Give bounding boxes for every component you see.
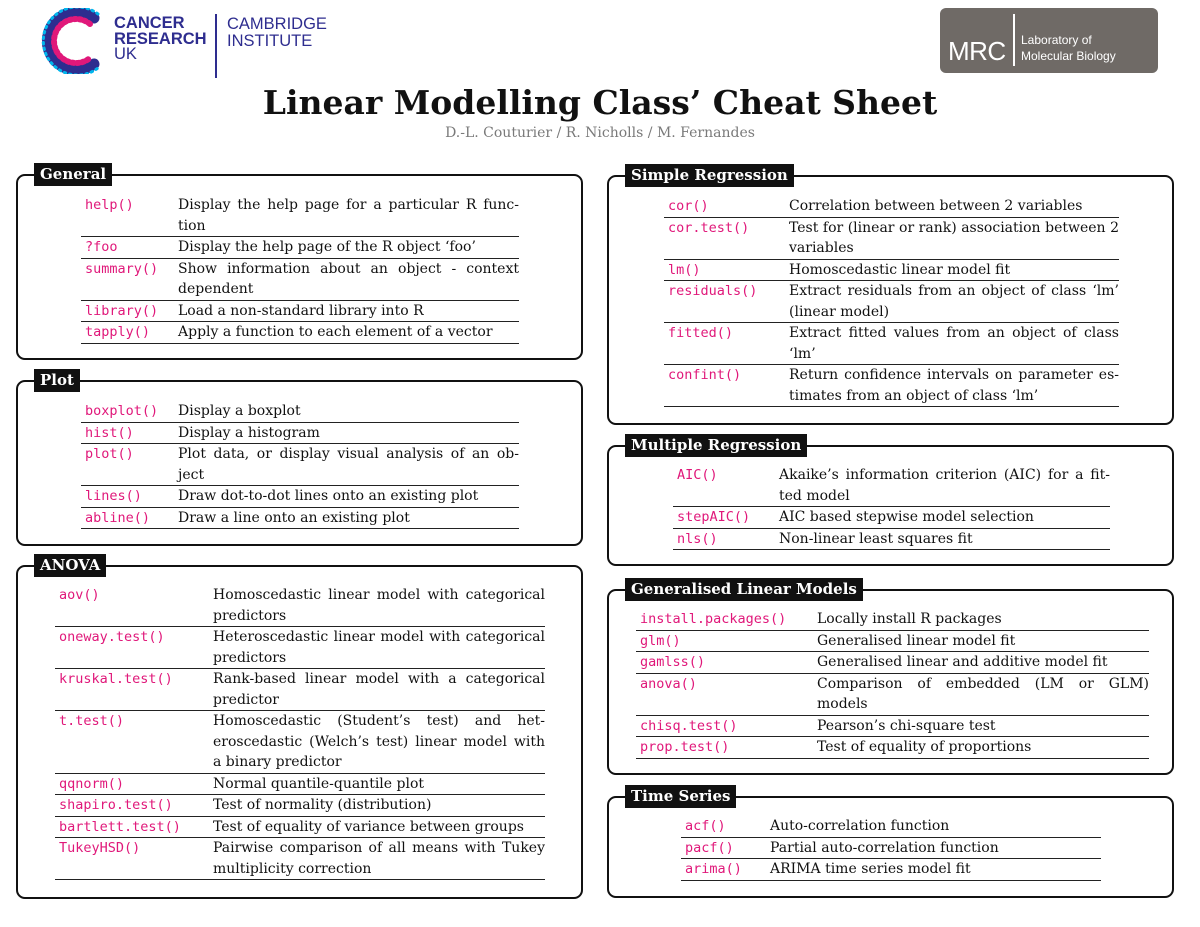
function-name: arima() [681, 859, 770, 881]
table-row [81, 486, 519, 508]
function-description: Display the help page of the R object ‘foo’ [178, 237, 519, 259]
function-description: Test for (linear or rank) association between 2 variables [789, 217, 1119, 259]
section-glm [607, 580, 1174, 775]
section-plot [16, 371, 583, 546]
cruk-logo-icon [32, 8, 108, 74]
table-row [673, 528, 1110, 550]
function-name: chisq.test() [636, 715, 817, 737]
function-name: oneway.test() [55, 627, 213, 669]
table-row [55, 711, 545, 774]
function-name: nls() [673, 528, 779, 550]
page-title: Linear Modelling Class’ Cheat Sheet [262, 83, 938, 122]
function-description: Locally install R packages [817, 609, 1149, 630]
function-name: shapiro.test() [55, 795, 213, 817]
function-name: AIC() [673, 465, 779, 507]
table-row [81, 507, 519, 529]
table-row [664, 365, 1119, 407]
table-row [636, 673, 1149, 715]
cruk-wordmark [114, 16, 207, 63]
table-row [55, 773, 545, 795]
table-row [636, 652, 1149, 674]
table-row [81, 195, 519, 237]
table-row [664, 281, 1119, 323]
table-row [673, 465, 1110, 507]
function-name: ?foo [81, 237, 178, 259]
function-description: Return confidence intervals on parameter es-timates from an object of class ‘lm’ [789, 365, 1119, 407]
function-description: Comparison of embedded (LM or GLM) models [817, 673, 1149, 715]
function-name: library() [81, 300, 178, 322]
logo-divider [215, 14, 217, 78]
function-description: Plot data, or display visual analysis of an ob-ject [178, 444, 519, 486]
mrc-divider [1013, 14, 1015, 66]
authors: D.-L. Couturier / R. Nicholls / M. Fernandes [445, 125, 755, 141]
function-name: qqnorm() [55, 773, 213, 795]
function-description: ARIMA time series model fit [770, 859, 1101, 881]
table-row [664, 259, 1119, 281]
function-name: confint() [664, 365, 789, 407]
function-description: AIC based stepwise model selection [779, 507, 1110, 529]
table-row [673, 507, 1110, 529]
function-name: boxplot() [81, 401, 178, 422]
function-table [81, 401, 519, 529]
function-description: Generalised linear model fit [817, 630, 1149, 652]
section-general [16, 165, 583, 360]
table-row [636, 609, 1149, 630]
function-description: Partial auto-correlation function [770, 837, 1101, 859]
mrc-wordmark [1021, 32, 1116, 64]
function-table [673, 465, 1110, 550]
function-description: Extract fitted values from an object of class ‘lm’ [789, 323, 1119, 365]
function-description: Auto-correlation function [770, 816, 1101, 837]
function-name: t.test() [55, 711, 213, 774]
function-description: Test of equality of proportions [817, 737, 1149, 759]
function-name: glm() [636, 630, 817, 652]
cambridge-line-2: INSTITUTE [227, 31, 313, 50]
function-table [55, 585, 545, 880]
function-name: plot() [81, 444, 178, 486]
function-description: Heteroscedastic linear model with categorical predictors [213, 627, 545, 669]
section-title: Generalised Linear Models [625, 578, 863, 601]
function-description: Correlation between between 2 variables [789, 196, 1119, 217]
function-description: Akaike’s information criterion (AIC) for a fit-ted model [779, 465, 1110, 507]
function-description: Display a histogram [178, 422, 519, 444]
function-name: summary() [81, 258, 178, 300]
section-title: General [34, 163, 112, 186]
function-description: Draw dot-to-dot lines onto an existing plot [178, 486, 519, 508]
section-title: Plot [34, 369, 80, 392]
function-name: lines() [81, 486, 178, 508]
function-name: stepAIC() [673, 507, 779, 529]
section-multiple-regression [607, 436, 1174, 566]
section-title: Simple Regression [625, 164, 794, 187]
mrc-lmb-logo [940, 8, 1158, 73]
table-row [55, 627, 545, 669]
function-name: install.packages() [636, 609, 817, 630]
function-name: lm() [664, 259, 789, 281]
function-name: TukeyHSD() [55, 838, 213, 880]
mrc-mark: MRC [948, 36, 1006, 66]
table-row [664, 323, 1119, 365]
table-row [636, 715, 1149, 737]
function-description: Pearson’s chi-square test [817, 715, 1149, 737]
function-description: Load a non-standard library into R [178, 300, 519, 322]
table-row [681, 837, 1101, 859]
mrc-line-2: Molecular Biology [1021, 49, 1116, 63]
function-name: cor.test() [664, 217, 789, 259]
section-time-series [607, 787, 1174, 898]
function-name: acf() [681, 816, 770, 837]
table-row [55, 795, 545, 817]
function-name: abline() [81, 507, 178, 529]
cruk-line-2: RESEARCH [114, 29, 207, 48]
section-simple-regression [607, 166, 1174, 425]
table-row [55, 669, 545, 711]
function-name: kruskal.test() [55, 669, 213, 711]
function-name: cor() [664, 196, 789, 217]
function-description: Test of equality of variance between groups [213, 816, 545, 838]
table-row [81, 401, 519, 422]
function-description: Apply a function to each element of a vector [178, 322, 519, 344]
function-description: Rank-based linear model with a categorical predictor [213, 669, 545, 711]
function-description: Extract residuals from an object of class ‘lm’ (linear model) [789, 281, 1119, 323]
function-name: fitted() [664, 323, 789, 365]
cambridge-line-1: CAMBRIDGE [227, 15, 327, 33]
function-description: Draw a line onto an existing plot [178, 507, 519, 529]
function-name: prop.test() [636, 737, 817, 759]
function-description: Test of normality (distribution) [213, 795, 545, 817]
function-description: Pairwise comparison of all means with Tukey multiplicity correction [213, 838, 545, 880]
table-row [636, 630, 1149, 652]
function-description: Homoscedastic (Student’s test) and het-eroscedastic (Welch’s test) linear model with a binary predictor [213, 711, 545, 774]
function-table [636, 609, 1149, 759]
section-title: Multiple Regression [625, 434, 807, 457]
function-name: residuals() [664, 281, 789, 323]
table-row [81, 300, 519, 322]
cambridge-wordmark [227, 16, 327, 49]
table-row [55, 838, 545, 880]
function-name: pacf() [681, 837, 770, 859]
section-title: ANOVA [34, 554, 106, 577]
table-row [81, 422, 519, 444]
function-table [81, 195, 519, 344]
table-row [81, 444, 519, 486]
function-name: hist() [81, 422, 178, 444]
function-name: aov() [55, 585, 213, 627]
cruk-line-1: CANCER [114, 14, 185, 32]
function-name: gamlss() [636, 652, 817, 674]
function-description: Show information about an object - context dependent [178, 258, 519, 300]
table-row [81, 322, 519, 344]
section-anova [16, 556, 583, 899]
function-name: bartlett.test() [55, 816, 213, 838]
table-row [81, 237, 519, 259]
function-description: Non-linear least squares fit [779, 528, 1110, 550]
function-name: anova() [636, 673, 817, 715]
function-table [681, 816, 1101, 881]
function-description: Homoscedastic linear model fit [789, 259, 1119, 281]
table-row [664, 217, 1119, 259]
function-description: Homoscedastic linear model with categorical predictors [213, 585, 545, 627]
cruk-line-3: UK [114, 45, 137, 63]
function-description: Normal quantile-quantile plot [213, 773, 545, 795]
table-row [55, 585, 545, 627]
section-title: Time Series [625, 785, 736, 808]
table-row [681, 859, 1101, 881]
function-name: help() [81, 195, 178, 237]
function-description: Display the help page for a particular R func-tion [178, 195, 519, 237]
table-row [681, 816, 1101, 837]
function-table [664, 196, 1119, 407]
mrc-line-1: Laboratory of [1021, 33, 1092, 47]
table-row [55, 816, 545, 838]
function-name: tapply() [81, 322, 178, 344]
table-row [664, 196, 1119, 217]
function-description: Generalised linear and additive model fit [817, 652, 1149, 674]
table-row [636, 737, 1149, 759]
cruk-cambridge-logo [32, 8, 332, 74]
function-description: Display a boxplot [178, 401, 519, 422]
table-row [81, 258, 519, 300]
